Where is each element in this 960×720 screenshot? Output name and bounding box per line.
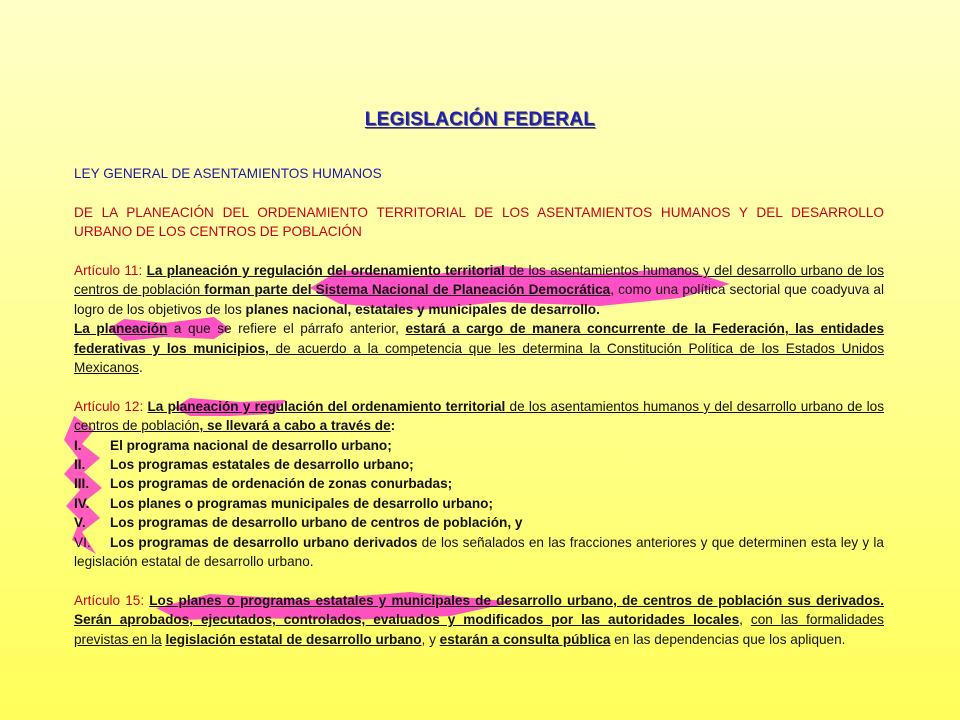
article-15-label: Artículo 15: [74, 592, 145, 608]
art15-h: en las dependencias que los apliquen. [610, 631, 846, 647]
art11-p2-c: estará a cargo de manera concurrente de la Federación, las entidades federativas y los municipios, [74, 321, 885, 356]
art15-c: con las formalidades previstas en la [74, 612, 884, 647]
article-15-paragraph: Artículo 15: Los planes o programas estatales y municipales de desarrollo urbano, de centros de población sus derivados. Serán aprobados, ejecutados, controlados, evaluados y modificados por las autoridades locales, con las formalidades previstas en la legislación estatal de desarrollo urbano, y estarán a consulta pública en las dependencias que los apliquen. [74, 592, 884, 647]
article-12-item-6: VI. Los programas de desarrollo urbano derivados de los señalados en las fracciones anteriores y que determinen esta ley y la legislación estatal de desarrollo urbano. [74, 534, 884, 570]
slide-title: LEGISLACIÓN FEDERAL [364, 109, 596, 130]
list-item: I. El programa nacional de desarrollo urbano; [74, 437, 392, 453]
art11-p1-d: , como una política sectorial que coadyuva al logro de los objetivos de los [74, 282, 884, 317]
art11-p1-c: forman parte del Sistema Nacional de Planeación Democrática [204, 282, 611, 298]
article-12-paragraph [74, 397, 884, 436]
art12-item6-b: de los señalados en las fracciones anteriores y que determinen esta ley y la legislación estatal de desarrollo urbano. [74, 534, 884, 570]
section-heading: DE LA PLANEACIÓN DEL ORDENAMIENTO TERRITORIAL DE LOS ASENTAMIENTOS HUMANOS Y DEL DESARROLLO URBANO DE LOS CENTROS DE POBLACIÓN [74, 204, 884, 240]
art11-p1-e: planes nacional, estatales y municipales de desarrollo. [245, 301, 600, 317]
art11-p2-e: . [138, 360, 143, 376]
art11-p2-a: La planeación [74, 321, 168, 337]
art12-p1-a: La planeación y regulación del ordenamiento territorial [147, 398, 506, 414]
article-12-list [74, 436, 884, 533]
list-item: III. Los programas de ordenación de zonas conurbadas; [74, 476, 453, 492]
document-body [74, 164, 884, 649]
art11-p2-b: a que se refiere el párrafo anterior, [167, 321, 406, 337]
article-11-paragraph-1 [74, 261, 884, 319]
art12-p1-d: : [390, 418, 396, 434]
art12-p1-b: de los asentamientos humanos y del desarrollo urbano de los centros de población [74, 398, 885, 434]
art12-p1-c: , se llevará a cabo a través de [199, 418, 391, 434]
law-name: LEY GENERAL DE ASENTAMIENTOS HUMANOS [74, 166, 382, 181]
art15-a: Los planes o programas estatales y municipales de desarrollo urbano, de centros de población sus derivados. Serán aprobados, ejecutados, controlados, evaluados y modificados por las autoridades locales [74, 592, 884, 628]
list-item: II. Los programas estatales de desarrollo urbano; [74, 457, 414, 473]
article-11-paragraph-2 [74, 319, 884, 377]
list-item: V. Los programas de desarrollo urbano de centros de población, y [74, 515, 523, 531]
art15-e: legislación estatal de desarrollo urbano [165, 631, 422, 647]
list-item: IV. Los planes o programas municipales de desarrollo urbano; [74, 495, 493, 511]
article-12-label: Artículo 12: [74, 398, 144, 414]
art11-p2-d: de acuerdo a la competencia que les determina la Constitución Política de los Estados Unidos Mexicanos [74, 340, 884, 376]
article-11-label: Artículo 11: [74, 263, 143, 278]
art11-p1-b: de los asentamientos humanos y del desarrollo urbano de los centros de población [74, 263, 885, 298]
art12-item6-a: Los programas de desarrollo urbano derivados [110, 534, 418, 550]
art15-g: estarán a consulta pública [439, 631, 611, 647]
art11-p1-a: La planeación y regulación del ordenamiento territorial [146, 263, 505, 278]
